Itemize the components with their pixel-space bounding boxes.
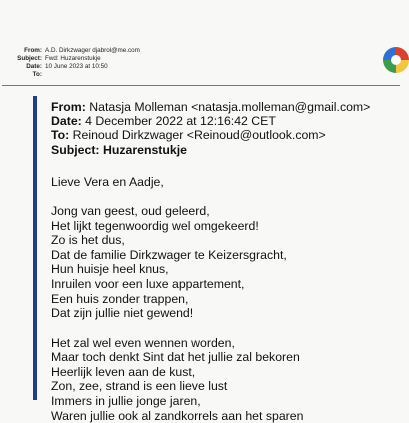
inner-date-row: [51, 114, 400, 128]
inner-from-row: [51, 100, 400, 114]
inner-subject-value: Huzarenstukje: [102, 142, 187, 157]
inner-subject-label: Subject:: [51, 142, 100, 157]
outer-from-row: [0, 47, 200, 55]
outer-email-header: [0, 47, 200, 79]
outer-date-row: [0, 63, 200, 71]
brand-logo-icon: [383, 47, 409, 73]
poem-line: Waren jullie ook al zandkorrels aan het sparen: [51, 408, 304, 423]
poem-line: Heerlijk leven aan de kust,: [51, 364, 196, 379]
poem-line: Zon, zee, strand is een lieve lust: [51, 379, 228, 394]
poem-line: Inruilen voor een luxe appartement,: [51, 277, 245, 292]
poem-line: Een huis zonder trappen,: [51, 291, 189, 306]
blank-line: [51, 321, 400, 336]
poem-line: Zo is het dus,: [51, 233, 125, 248]
outer-subject-value: Fwd: Huzarenstukje: [45, 54, 101, 62]
quote-bar: [33, 96, 37, 400]
outer-subject-row: [0, 55, 200, 63]
inner-to-row: [51, 128, 400, 142]
blank-line: [51, 189, 400, 204]
outer-to-row: [0, 71, 200, 79]
poem-line: Dat de familie Dirkzwager te Keizersgracht,: [51, 247, 287, 262]
inner-to-value: Reinoud Dirkzwager <Reinoud@outlook.com>: [72, 128, 326, 143]
poem-line: Hun huisje heel knus,: [51, 262, 169, 277]
poem-line: Het lijkt tegenwoordig wel omgekeerd!: [51, 218, 259, 233]
header-divider: [2, 85, 400, 86]
poem-line: Het zal wel even wennen worden,: [51, 335, 235, 350]
inner-to-label: To:: [51, 128, 70, 143]
inner-email-header: [51, 100, 400, 157]
forwarded-message: [51, 100, 400, 423]
poem-line: Dat zijn jullie niet gewend!: [51, 306, 194, 321]
outer-date-value: 10 June 2023 at 10:50: [45, 62, 108, 70]
inner-date-label: Date:: [51, 114, 82, 129]
outer-from-label: From:: [24, 47, 42, 54]
inner-subject-row: [51, 143, 400, 157]
outer-from-value: A.D. Dirkzwager djabrol@me.com: [45, 47, 140, 54]
outer-date-label: Date:: [26, 62, 42, 70]
outer-subject-label: Subject:: [17, 54, 42, 62]
greeting: Lieve Vera en Aadje,: [51, 174, 164, 189]
poem-line: Immers in jullie jonge jaren,: [51, 394, 201, 409]
outer-to-label: To:: [32, 70, 42, 78]
poem-body: [51, 175, 400, 423]
poem-line: Jong van geest, oud geleerd,: [51, 203, 210, 218]
inner-from-label: From:: [51, 100, 86, 114]
inner-date-value: 4 December 2022 at 12:16:42 CET: [85, 114, 276, 129]
poem-line: Maar toch denkt Sint dat het jullie zal bekoren: [51, 350, 300, 365]
inner-from-value: Natasja Molleman <natasja.molleman@gmail.com>: [89, 100, 371, 114]
